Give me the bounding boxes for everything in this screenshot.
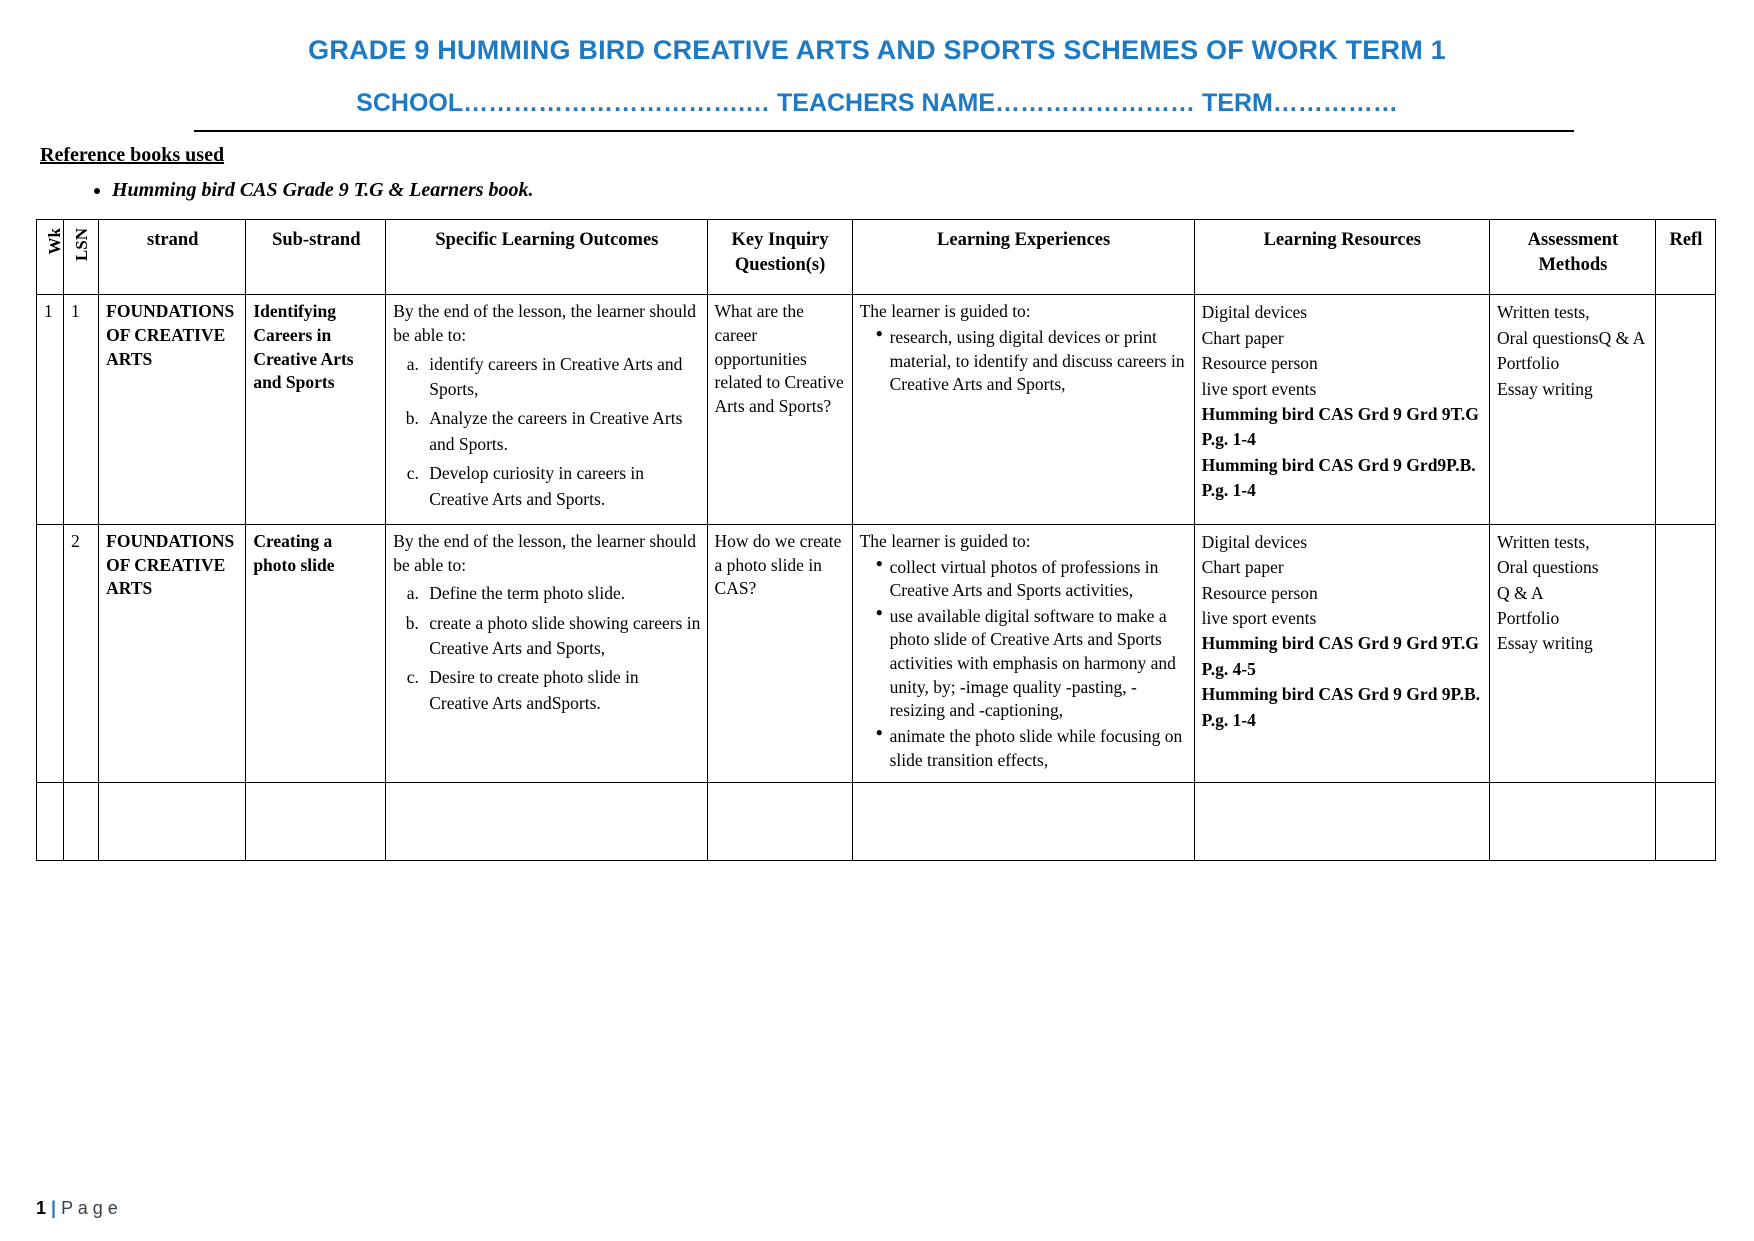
reference-item: • Humming bird CAS Grade 9 T.G & Learners book. bbox=[112, 177, 1718, 203]
resource-book: Humming bird CAS Grd 9 Grd 9T.G P.g. 4-5 bbox=[1201, 633, 1479, 679]
cell-sub-strand: Identifying Careers in Creative Arts and Sports bbox=[246, 295, 386, 525]
cell-lsn bbox=[63, 783, 98, 861]
assessment-item: Written tests, bbox=[1497, 531, 1590, 552]
column-header-lsn: LSN bbox=[63, 220, 98, 295]
column-header-strand: strand bbox=[99, 220, 246, 295]
slo-intro: By the end of the lesson, the learner should be able to: bbox=[393, 530, 697, 575]
le-item: ● animate the photo slide while focusing on slide transition effects, bbox=[876, 725, 1188, 772]
le-list bbox=[860, 556, 1188, 773]
cell-specific-learning-outcomes bbox=[386, 524, 707, 782]
column-header-sub-strand: Sub-strand bbox=[246, 220, 386, 295]
slo-item: c. Develop curiosity in careers in Creative Arts and Sports. bbox=[423, 461, 700, 512]
le-item: ● research, using digital devices or print material, to identify and discuss careers in Creative Arts and Sports, bbox=[876, 326, 1188, 397]
assessment-item: Essay writing bbox=[1497, 378, 1593, 399]
cell-sub-strand: Creating a photo slide bbox=[246, 524, 386, 782]
resource-item: Resource person bbox=[1201, 582, 1318, 603]
resource-item: Resource person bbox=[1201, 353, 1318, 374]
cell-learning-resources bbox=[1194, 295, 1489, 525]
column-header-wk: Wk bbox=[37, 220, 64, 295]
cell-key-inquiry-question bbox=[707, 783, 852, 861]
cell-lsn: 1 bbox=[63, 295, 98, 525]
assessment-item: Oral questions bbox=[1497, 557, 1599, 578]
column-header-learning-resources: Learning Resources bbox=[1194, 220, 1489, 295]
page-title: GRADE 9 HUMMING BIRD CREATIVE ARTS AND SPORTS SCHEMES OF WORK TERM 1 bbox=[308, 35, 1446, 65]
cell-assessment-methods bbox=[1490, 524, 1656, 782]
cell-strand: FOUNDATIONS OF CREATIVE ARTS bbox=[99, 295, 246, 525]
cell-learning-experiences bbox=[852, 295, 1194, 525]
assessment-item: Portfolio bbox=[1497, 353, 1560, 374]
cell-key-inquiry-question: What are the career opportunities related to Creative Arts and Sports? bbox=[707, 295, 852, 525]
cell-key-inquiry-question bbox=[707, 524, 852, 782]
slo-intro: By the end of the lesson, the learner should be able to: bbox=[393, 301, 697, 346]
le-item: ● use available digital software to make a photo slide of Creative Arts and Sports activities with emphasis on harmony and unity, by; -image quality -pasting, -resizing and -captioning, bbox=[876, 605, 1188, 723]
reference-list bbox=[36, 177, 1718, 203]
slo-item: a. Define the term photo slide. bbox=[423, 581, 700, 606]
assessment-list bbox=[1497, 530, 1649, 657]
slo-list bbox=[393, 352, 700, 512]
le-intro: The learner is guided to: bbox=[859, 530, 1031, 551]
column-header-learning-experiences: Learning Experiences bbox=[852, 220, 1194, 295]
assessment-item: Essay writing bbox=[1497, 633, 1593, 654]
cell-learning-resources bbox=[1194, 783, 1489, 861]
page-footer bbox=[36, 1198, 118, 1219]
slo-item: b. Analyze the careers in Creative Arts and Sports. bbox=[423, 406, 700, 457]
column-header-specific-learning-outcomes: Specific Learning Outcomes bbox=[386, 220, 707, 295]
column-header-assessment-methods: Assessment Methods bbox=[1490, 220, 1656, 295]
cell-lsn: 2 bbox=[63, 524, 98, 782]
assessment-item: Written tests, bbox=[1497, 302, 1590, 323]
header-divider bbox=[194, 130, 1574, 132]
assessment-item: Portfolio bbox=[1497, 608, 1560, 629]
assessment-item: Q & A bbox=[1497, 582, 1544, 603]
cell-strand: FOUNDATIONS OF CREATIVE ARTS bbox=[99, 524, 246, 782]
resources-plain bbox=[1202, 530, 1483, 632]
reference-heading: Reference books used bbox=[40, 144, 225, 167]
slo-item: b. create a photo slide showing careers in Creative Arts and Sports, bbox=[423, 611, 700, 662]
cell-specific-learning-outcomes bbox=[386, 295, 707, 525]
cell-learning-experiences bbox=[852, 524, 1194, 782]
resources-bold bbox=[1202, 402, 1483, 504]
slo-item: c. Desire to create photo slide in Creative Arts andSports. bbox=[423, 665, 700, 716]
table-row bbox=[37, 295, 1716, 525]
resource-item: Digital devices bbox=[1201, 531, 1308, 552]
schemes-of-work-table bbox=[36, 219, 1716, 861]
cell-wk: 1 bbox=[37, 295, 64, 525]
footer-separator: | bbox=[51, 1198, 57, 1218]
page-subtitle: SCHOOL…………………………….… TEACHERS NAME…………………… TERM…………… bbox=[356, 89, 1398, 118]
column-header-key-inquiry-questions: Key Inquiry Question(s) bbox=[707, 220, 852, 295]
footer-page-number: 1 bbox=[36, 1198, 47, 1218]
assessment-item: Oral questionsQ & A bbox=[1497, 327, 1646, 348]
cell-strand bbox=[99, 783, 246, 861]
cell-refl bbox=[1655, 295, 1715, 525]
table-row-empty bbox=[37, 783, 1716, 861]
le-item: ● collect virtual photos of professions in Creative Arts and Sports activities, bbox=[876, 556, 1188, 603]
resources-bold bbox=[1202, 631, 1483, 733]
resource-book: Humming bird CAS Grd 9 Grd 9T.G P.g. 1-4 bbox=[1201, 403, 1479, 450]
le-list bbox=[860, 326, 1188, 397]
cell-learning-experiences bbox=[852, 783, 1194, 861]
cell-wk bbox=[37, 524, 64, 782]
resource-book: Humming bird CAS Grd 9 Grd9P.B. P.g. 1-4 bbox=[1201, 454, 1476, 501]
resource-item: Chart paper bbox=[1201, 557, 1284, 578]
resource-item: live sport events bbox=[1201, 378, 1317, 399]
resource-item: live sport events bbox=[1201, 608, 1317, 629]
cell-refl bbox=[1655, 783, 1715, 861]
cell-wk bbox=[37, 783, 64, 861]
resource-book: Humming bird CAS Grd 9 Grd 9P.B. P.g. 1-4 bbox=[1201, 684, 1481, 730]
table-header-row bbox=[37, 220, 1716, 295]
resources-plain bbox=[1202, 300, 1483, 402]
cell-assessment-methods bbox=[1490, 783, 1656, 861]
cell-learning-resources bbox=[1194, 524, 1489, 782]
assessment-list bbox=[1497, 300, 1649, 402]
slo-list bbox=[393, 581, 700, 716]
cell-specific-learning-outcomes bbox=[386, 783, 707, 861]
resource-item: Digital devices bbox=[1201, 302, 1308, 323]
cell-assessment-methods bbox=[1490, 295, 1656, 525]
cell-refl bbox=[1655, 524, 1715, 782]
slo-item: a. identify careers in Creative Arts and Sports, bbox=[423, 352, 700, 403]
resource-item: Chart paper bbox=[1201, 327, 1284, 348]
cell-sub-strand bbox=[246, 783, 386, 861]
le-intro: The learner is guided to: bbox=[859, 301, 1031, 322]
table-row bbox=[37, 524, 1716, 782]
footer-page-label: P a g e bbox=[61, 1198, 118, 1218]
kiq-text: How do we create a photo slide in CAS? bbox=[714, 530, 842, 599]
column-header-refl: Refl bbox=[1655, 220, 1715, 295]
